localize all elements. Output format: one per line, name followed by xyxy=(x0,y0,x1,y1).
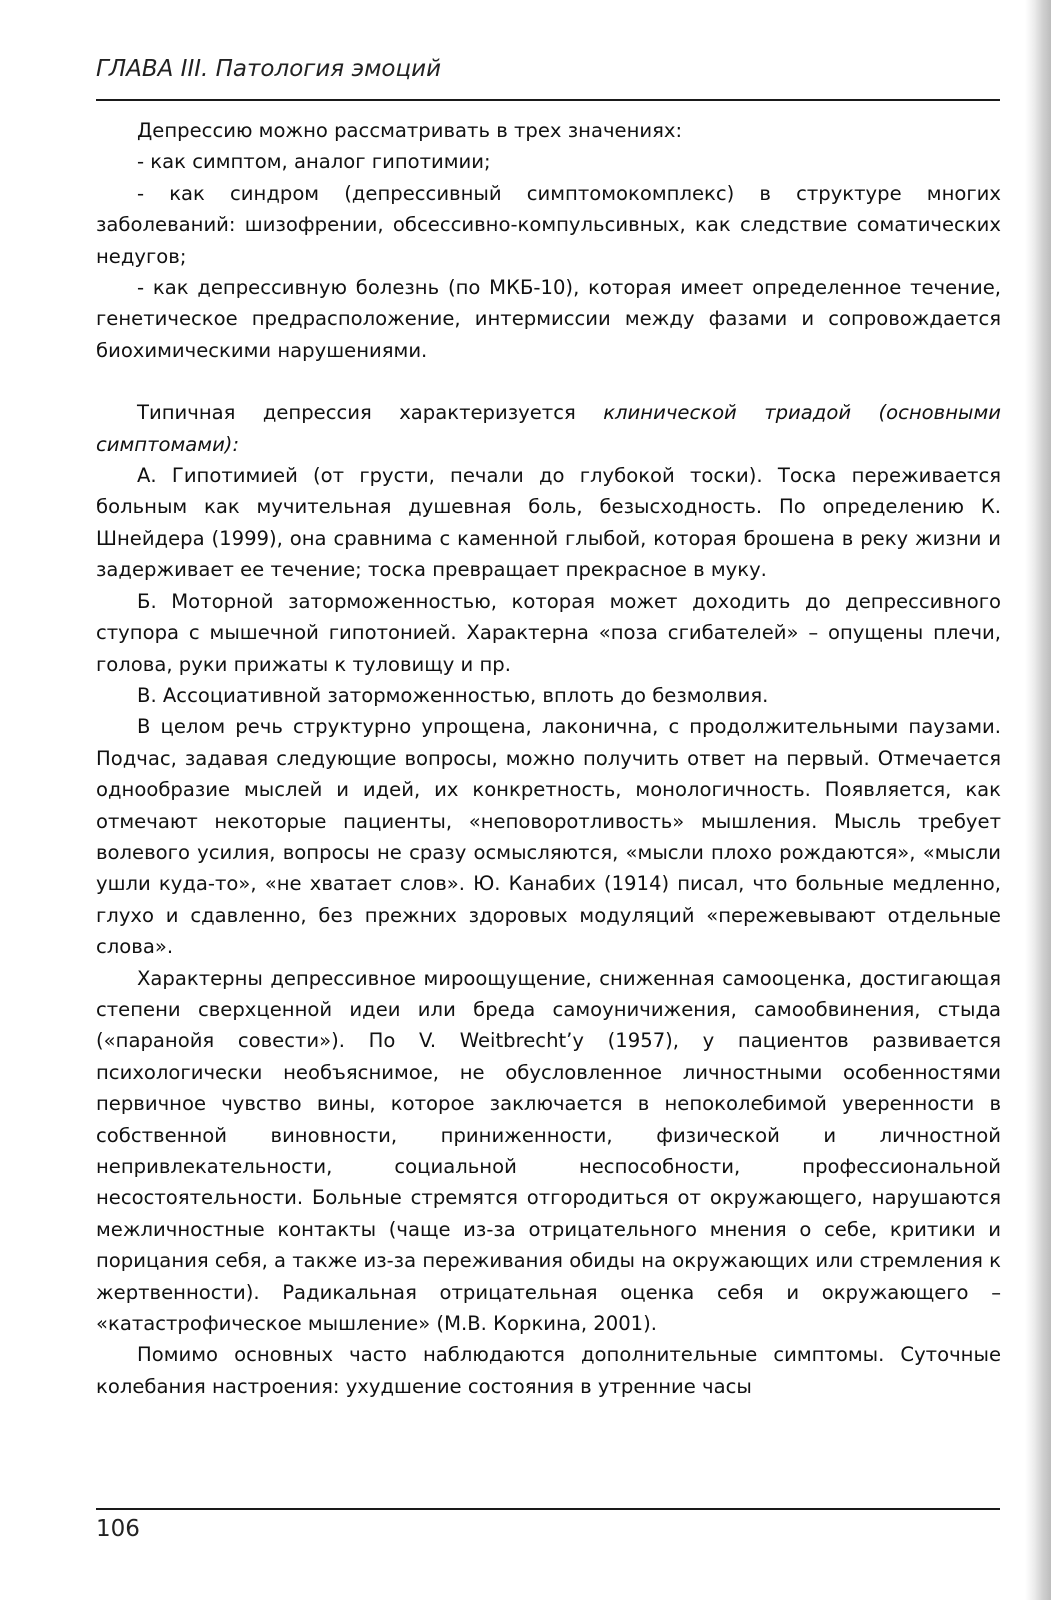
body-text xyxy=(96,115,1001,1402)
footer-rule xyxy=(96,1508,1000,1510)
book-spine-shadow xyxy=(1025,0,1051,1600)
paragraph-additional-symptoms: Помимо основных часто наблюдаются дополнительные симптомы. Суточные колебания настроения: ухудшение состояния в утренние часы xyxy=(96,1343,1001,1398)
header-rule xyxy=(96,99,1000,101)
page-number: 106 xyxy=(96,1516,140,1542)
paragraph-motor-inhibition: Б. Моторной заторможенностью, которая может доходить до депрессивного ступора с мышечной гипотонией. Характерна «поза сгибателей» – опущены плечи, голова, руки прижаты к туловищу и пр. xyxy=(96,589,1001,676)
running-header: ГЛАВА III. Патология эмоций xyxy=(96,56,442,82)
triad-lead-text: Типичная депрессия характеризуется xyxy=(137,401,604,425)
paragraph-disease: - как депрессивную болезнь (по МКБ-10), которая имеет определенное течение, генетическое предрасположение, интермиссии между фазами и сопровождается биохимическими нарушениями. xyxy=(96,276,1001,362)
triad-italic-text: клинической триадой (основными симптомами): xyxy=(96,401,1001,456)
paragraph-self-esteem: Характерны депрессивное мироощущение, сниженная самооценка, достигающая степени сверхценной идеи или бреда самоуничижения, самообвинения, стыда («паранойя совести»). По V. Weitbrecht’y (1957), у пациентов развивается психологически необъяснимое, не обусловленное личностными особенностями первичное чувство вины, которое заключается в непоколебимой уверенности в собственной виновности, приниженности, физической и личностной непривлекательности, социальной неспособности, профессиональной несостоятельности. Больные стремятся отгородиться от окружающего, нарушаются межличностные контакты (чаще из-за отрицательного мнения о себе, критики и порицания себя, а также из-за переживания обиды на окружающих или стремления к жертвенности). Радикальная отрицательная оценка себя и окружающего – «катастрофическое мышление» (М.В. Коркина, 2001). xyxy=(96,966,1001,1336)
paragraph-triad xyxy=(96,397,1001,460)
paragraph-syndrome: - как синдром (депрессивный симптомокомплекс) в структуре многих заболеваний: шизофрении, обсессивно-компульсивных, как следствие соматических недугов; xyxy=(96,181,1001,268)
paragraph-intro: Депрессию можно рассматривать в трех значениях: xyxy=(137,119,683,142)
paragraph-hypothymia: А. Гипотимией (от грусти, печали до глубокой тоски). Тоска переживается больным как мучительная душевная боль, безысходность. По определению К. Шнейдера (1999), она сравнима с каменной глыбой, которая брошена в реку жизни и задерживает ее течение; тоска превращает прекрасное в муку. xyxy=(96,464,1001,582)
paragraph-symptom: - как симптом, аналог гипотимии; xyxy=(137,150,491,174)
book-page xyxy=(96,0,1001,1600)
paragraph-associative-inhibition: В. Ассоциативной заторможенностью, вплоть до безмолвия. xyxy=(137,683,769,707)
paragraph-speech: В целом речь структурно упрощена, лаконична, с продолжительными паузами. Подчас, задавая следующие вопросы, можно получить ответ на первый. Отмечается однообразие мыслей и идей, их конкретность, монологичность. Появляется, как отмечают некоторые пациенты, «неповоротливость» мышления. Мысль требует волевого усилия, вопросы не сразу осмысляются, «мысли плохо рождаются», «мысли ушли куда-то», «не хватает слов». Ю. Канабих (1914) писал, что больные медленно, глухо и сдавленно, без прежних здоровых модуляций «пережевывают отдельные слова». xyxy=(96,715,1001,959)
